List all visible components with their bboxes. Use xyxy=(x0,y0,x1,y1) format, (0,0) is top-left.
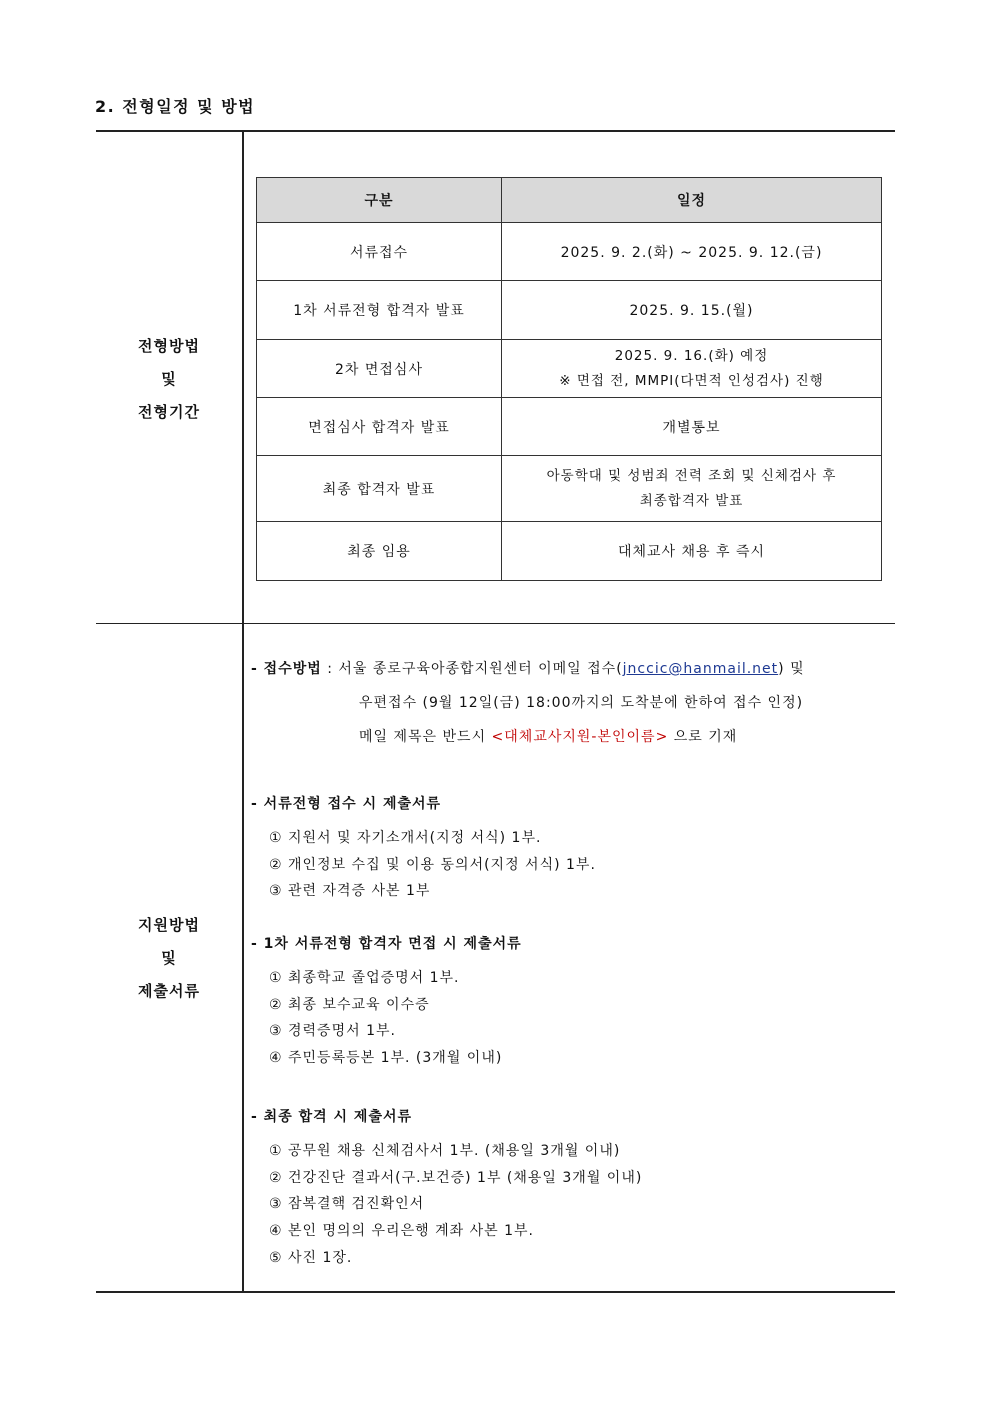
row-value-cell xyxy=(502,456,882,522)
row-label: 최종 합격자 발표 xyxy=(257,456,502,522)
list-item: ⑤ 사진 1장. xyxy=(269,1250,353,1266)
label-line: 및 xyxy=(161,949,177,967)
final-heading: - 최종 합격 시 제출서류 xyxy=(251,1109,413,1125)
row-value-cell xyxy=(502,340,882,398)
row-label: 서류접수 xyxy=(257,223,502,281)
row-value-line2: 최종합격자 발표 xyxy=(639,492,744,509)
method-heading: - 접수방법 xyxy=(251,661,322,677)
table-row xyxy=(257,281,882,340)
schedule-table xyxy=(256,177,882,581)
method-line-3 xyxy=(359,726,737,746)
list-item: ② 최종 보수교육 이수증 xyxy=(269,997,430,1013)
row-label: 최종 임용 xyxy=(257,522,502,581)
row-value: 아동학대 및 성범죄 전력 조회 및 신체검사 후 xyxy=(546,467,837,484)
apply-section-label xyxy=(96,909,242,1008)
method-sep: : xyxy=(321,661,339,677)
method-text: 메일 제목은 반드시 xyxy=(359,729,492,745)
row-label: 2차 면접심사 xyxy=(257,340,502,398)
method-text: 으로 기재 xyxy=(668,729,738,745)
list-item: ① 공무원 채용 신체검사서 1부. (채용일 3개월 이내) xyxy=(269,1143,621,1159)
table-row xyxy=(257,456,882,522)
mail-subject-format: <대체교사지원-본인이름> xyxy=(491,729,669,745)
row-value: 대체교사 채용 후 즉시 xyxy=(502,522,882,581)
table-row xyxy=(257,398,882,456)
list-item: ③ 관련 자격증 사본 1부 xyxy=(269,883,431,899)
list-item: ① 최종학교 졸업증명서 1부. xyxy=(269,970,460,986)
method-line-2: 우편접수 (9월 12일(금) 18:00까지의 도착분에 한하여 접수 인정) xyxy=(359,695,804,711)
row-label: 1차 서류전형 합격자 발표 xyxy=(257,281,502,340)
header-schedule: 일정 xyxy=(502,178,882,223)
column-divider xyxy=(242,130,244,1293)
table-row xyxy=(257,340,882,398)
table-bottom-border xyxy=(96,1291,895,1293)
method-line-1 xyxy=(251,658,805,678)
table-top-border xyxy=(96,130,895,132)
list-item: ④ 주민등록등본 1부. (3개월 이내) xyxy=(269,1050,503,1066)
row-label: 면접심사 합격자 발표 xyxy=(257,398,502,456)
schedule-header-row xyxy=(257,178,882,223)
header-category: 구분 xyxy=(257,178,502,223)
list-item: ② 개인정보 수집 및 이용 동의서(지정 서식) 1부. xyxy=(269,857,596,873)
row-value: 개별통보 xyxy=(502,398,882,456)
label-line: 전형방법 xyxy=(138,337,200,355)
list-item: ② 건강진단 결과서(구.보건증) 1부 (채용일 3개월 이내) xyxy=(269,1170,643,1186)
recruitment-table xyxy=(96,130,895,1293)
row-value: 2025. 9. 2.(화) ~ 2025. 9. 12.(금) xyxy=(502,223,882,281)
label-line: 전형기간 xyxy=(138,403,200,421)
list-item: ③ 잠복결핵 검진확인서 xyxy=(269,1196,425,1212)
label-line: 및 xyxy=(161,370,177,388)
row-divider xyxy=(96,623,895,624)
row-value: 2025. 9. 16.(화) 예정 xyxy=(614,347,769,364)
list-item: ③ 경력증명서 1부. xyxy=(269,1023,396,1039)
method-text: ) 및 xyxy=(778,661,805,677)
row-value: 2025. 9. 15.(월) xyxy=(502,281,882,340)
table-row xyxy=(257,223,882,281)
label-line: 제출서류 xyxy=(138,982,200,1000)
list-item: ① 지원서 및 자기소개서(지정 서식) 1부. xyxy=(269,830,542,846)
row-note: ※ 면접 전, MMPI(다면적 인성검사) 진행 xyxy=(559,372,824,389)
doc-heading: - 서류전형 접수 시 제출서류 xyxy=(251,796,442,812)
schedule-section-label xyxy=(96,330,242,429)
section-title: 2. 전형일정 및 방법 xyxy=(95,97,256,116)
method-text: 서울 종로구육아종합지원센터 이메일 접수( xyxy=(338,661,623,677)
interview-heading: - 1차 서류전형 합격자 면접 시 제출서류 xyxy=(251,936,522,952)
email-link[interactable]: jnccic@hanmail.net xyxy=(622,661,779,677)
table-row xyxy=(257,522,882,581)
label-line: 지원방법 xyxy=(138,916,200,934)
list-item: ④ 본인 명의의 우리은행 계좌 사본 1부. xyxy=(269,1223,534,1239)
